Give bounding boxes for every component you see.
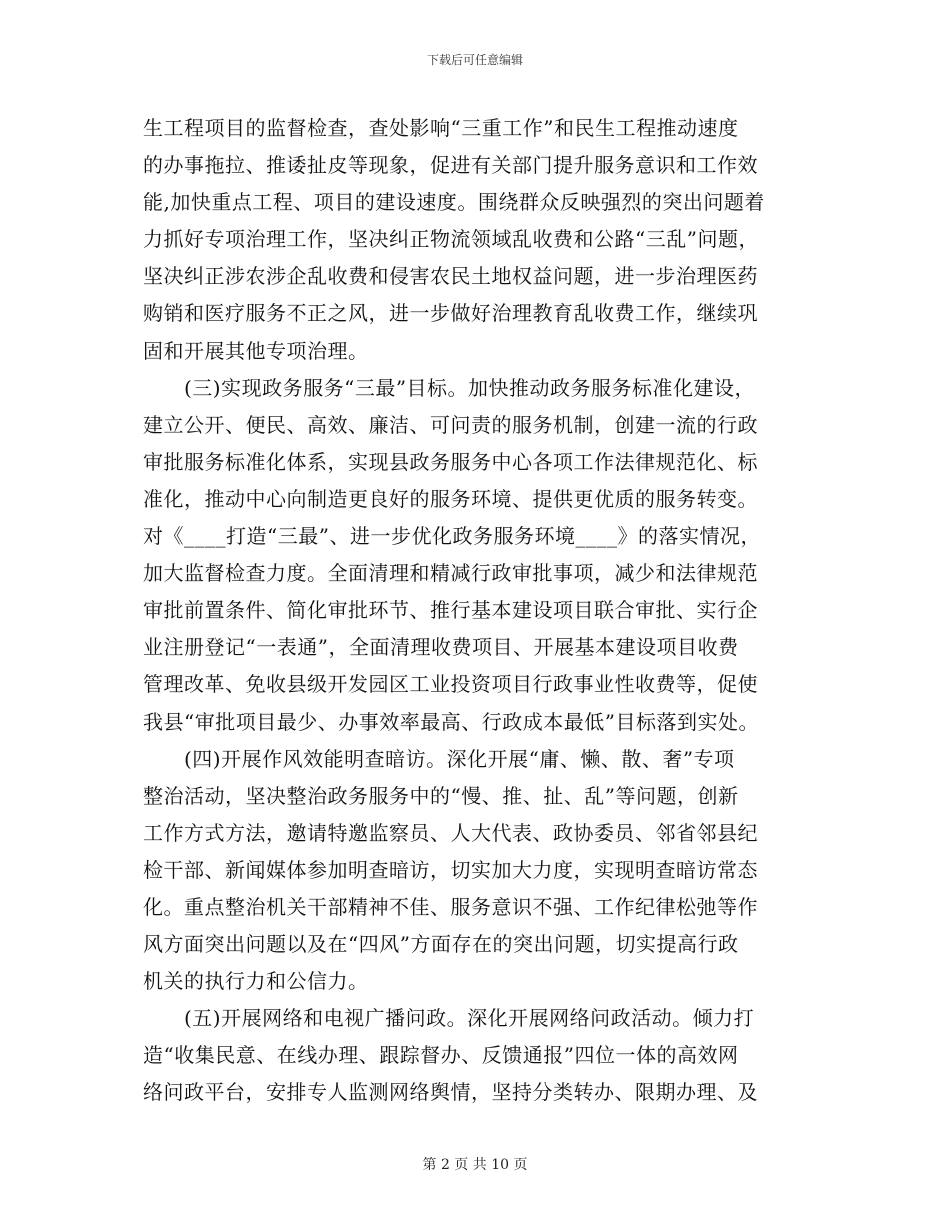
text-line: 加大监督检查力度。全面清理和精减行政审批事项，减少和法律规范 <box>143 561 758 586</box>
text-line: 固和开展其他专项治理。 <box>143 338 369 363</box>
text-line: 我县“审批项目最少、办事效率最高、行政成本最低”目标落到实处。 <box>143 709 759 734</box>
text-line: 的办事拖拉、推诿扯皮等现象，促进有关部门提升服务意识和工作效 <box>143 153 758 178</box>
text-line: 工作方式方法，邀请特邀监察员、人大代表、政协委员、邻省邻县纪 <box>143 820 758 845</box>
text-line: 审批前置条件、简化审批环节、推行基本建设项目联合审批、实行企 <box>143 598 758 623</box>
text-line: 业注册登记“一表通”，全面清理收费项目、开展基本建设项目收费 <box>143 635 739 660</box>
text-line: 化。重点整治机关干部精神不佳、服务意识不强、工作纪律松弛等作 <box>143 894 758 919</box>
text-line: 整治活动，坚决整治政务服务中的“慢、推、扯、乱”等问题，创新 <box>143 783 739 808</box>
text-line: 机关的执行力和公信力。 <box>143 969 369 994</box>
page-header: 下载后可任意编辑 <box>426 53 523 67</box>
text-line: 准化，推动中心向制造更良好的服务环境、提供更优质的服务转变。 <box>143 486 758 511</box>
text-line: 对《____打造“三最”、进一步优化政务服务环境____》的落实情况， <box>143 524 761 549</box>
text-line: 能,加快重点工程、项目的建设速度。围绕群众反映强烈的突出问题着 <box>143 190 765 215</box>
text-line: (五)开展网络和电视广播问政。深化开展网络问政活动。倾力打 <box>143 1006 755 1031</box>
document-body <box>143 110 813 1112</box>
text-line: 管理改革、免收县级开发园区工业投资项目行政事业性收费等，促使 <box>143 672 758 697</box>
page-number-footer: 第 2 页 共 10 页 <box>422 1157 528 1173</box>
text-line: 坚决纠正涉农涉企乱收费和侵害农民土地权益问题，进一步治理医药 <box>143 264 758 289</box>
text-line: (三)实现政务服务“三最”目标。加快推动政务服务标准化建设， <box>143 375 756 400</box>
text-line: (四)开展作风效能明查暗访。深化开展“庸、懒、散、奢”专项 <box>143 746 735 771</box>
text-line: 审批服务标准化体系，实现县政务服务中心各项工作法律规范化、标 <box>143 449 758 474</box>
text-line: 络问政平台，安排专人监测网络舆情，坚持分类转办、限期办理、及 <box>143 1080 758 1105</box>
text-line: 检干部、新闻媒体参加明查暗访，切实加大力度，实现明查暗访常态 <box>143 857 758 882</box>
text-line: 建立公开、便民、高效、廉洁、可问责的服务机制，创建一流的行政 <box>143 412 758 437</box>
text-line: 力抓好专项治理工作，坚决纠正物流领域乱收费和公路“三乱”问题， <box>143 227 759 252</box>
text-line: 购销和医疗服务不正之风，进一步做好治理教育乱收费工作，继续巩 <box>143 301 758 326</box>
text-line: 生工程项目的监督检查，查处影响“三重工作”和民生工程推动速度 <box>143 116 739 140</box>
text-line: 风方面突出问题以及在“四风”方面存在的突出问题，切实提高行政 <box>143 932 739 957</box>
text-line: 造“收集民意、在线办理、跟踪督办、反馈通报”四位一体的高效网 <box>143 1043 739 1068</box>
